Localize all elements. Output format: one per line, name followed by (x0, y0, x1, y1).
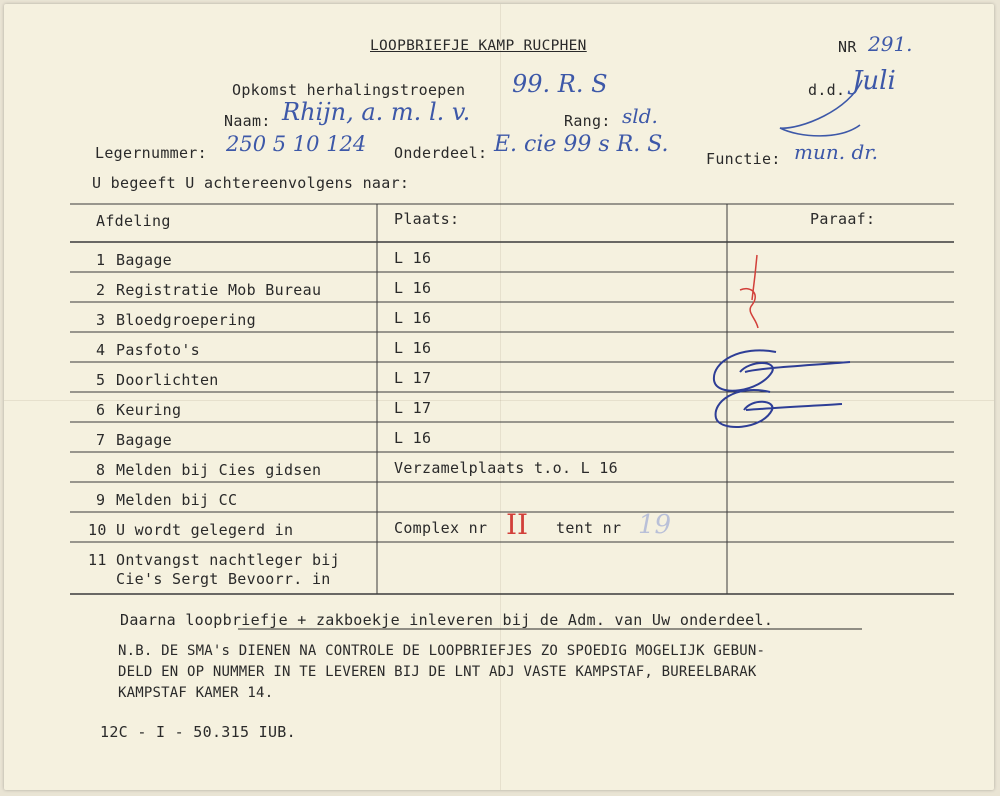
row-afdeling: Ontvangst nachtleger bij (116, 551, 340, 569)
rang-value: sld. (622, 104, 658, 128)
row-afdeling: Pasfoto's (116, 341, 200, 359)
naam-value: Rhijn, a. m. l. v. (282, 98, 471, 126)
row-number: 9 (96, 491, 106, 509)
row-afdeling: Melden bij Cies gidsen (116, 461, 322, 479)
row-number: 8 (96, 461, 106, 479)
row-number: 1 (96, 251, 106, 269)
row-plaats: Complex nr (394, 519, 488, 537)
row-afdeling: Keuring (116, 401, 182, 419)
functie-value: mun. dr. (794, 140, 878, 164)
row-plaats: L 16 (394, 279, 432, 297)
row-plaats: L 17 (394, 369, 432, 387)
rang-label: Rang: (564, 112, 611, 130)
legernummer-value: 250 5 10 124 (226, 132, 367, 156)
complex-number-value: II (506, 508, 529, 541)
row-number: 3 (96, 311, 106, 329)
functie-label: Functie: (706, 150, 781, 168)
row-number: 10 (88, 521, 107, 539)
column-header-plaats: Plaats: (394, 210, 460, 228)
tent-label: tent nr (556, 519, 622, 537)
form-title: LOOPBRIEFJE KAMP RUCPHEN (370, 38, 587, 54)
nr-label: NR (838, 38, 857, 56)
row-plaats: L 16 (394, 309, 432, 327)
return-instruction: Daarna loopbriefje + zakboekje inleveren bij de Adm. van Uw onderdeel. (120, 611, 774, 629)
row-afdeling: Bagage (116, 431, 172, 449)
nb-line-1: N.B. DE SMA's DIENEN NA CONTROLE DE LOOPBRIEFJES ZO SPOEDIG MOGELIJK GEBUN- (118, 643, 766, 659)
row-afdeling: U wordt gelegerd in (116, 521, 294, 539)
form-code: 12C - I - 50.315 IUB. (100, 723, 296, 741)
dd-label: d.d. (808, 81, 846, 99)
row-number: 2 (96, 281, 106, 299)
instruction-text: U begeeft U achtereenvolgens naar: (92, 174, 410, 192)
naam-label: Naam: (224, 112, 271, 130)
column-header-paraaf: Paraaf: (810, 210, 876, 228)
row-plaats: L 17 (394, 399, 432, 417)
nb-line-3: KAMPSTAF KAMER 14. (118, 685, 274, 701)
legernummer-label: Legernummer: (95, 144, 207, 162)
row-number: 11 (88, 551, 107, 569)
row-plaats: L 16 (394, 429, 432, 447)
row-plaats: L 16 (394, 339, 432, 357)
column-header-afdeling: Afdeling (96, 212, 171, 230)
row-plaats: Verzamelplaats t.o. L 16 (394, 459, 618, 477)
row-afdeling: Registratie Mob Bureau (116, 281, 322, 299)
row-afdeling-line2: Cie's Sergt Bevoorr. in (116, 570, 331, 588)
row-number: 4 (96, 341, 106, 359)
opkomst-label: Opkomst herhalingstroepen (232, 81, 466, 99)
row-afdeling: Bagage (116, 251, 172, 269)
row-number: 5 (96, 371, 106, 389)
row-afdeling: Bloedgroepering (116, 311, 256, 329)
onderdeel-value: E. cie 99 s R. S. (494, 132, 669, 157)
nr-value: 291. (868, 32, 913, 56)
dd-value: Juli (852, 66, 896, 96)
onderdeel-label: Onderdeel: (394, 144, 488, 162)
tent-number-value: 19 (638, 510, 672, 540)
row-plaats: L 16 (394, 249, 432, 267)
row-number: 6 (96, 401, 106, 419)
opkomst-value: 99. R. S (512, 70, 608, 98)
row-number: 7 (96, 431, 106, 449)
nb-line-2: DELD EN OP NUMMER IN TE LEVEREN BIJ DE LNT ADJ VASTE KAMPSTAF, BUREELBARAK (118, 664, 757, 680)
row-afdeling: Melden bij CC (116, 491, 238, 509)
row-afdeling: Doorlichten (116, 371, 219, 389)
